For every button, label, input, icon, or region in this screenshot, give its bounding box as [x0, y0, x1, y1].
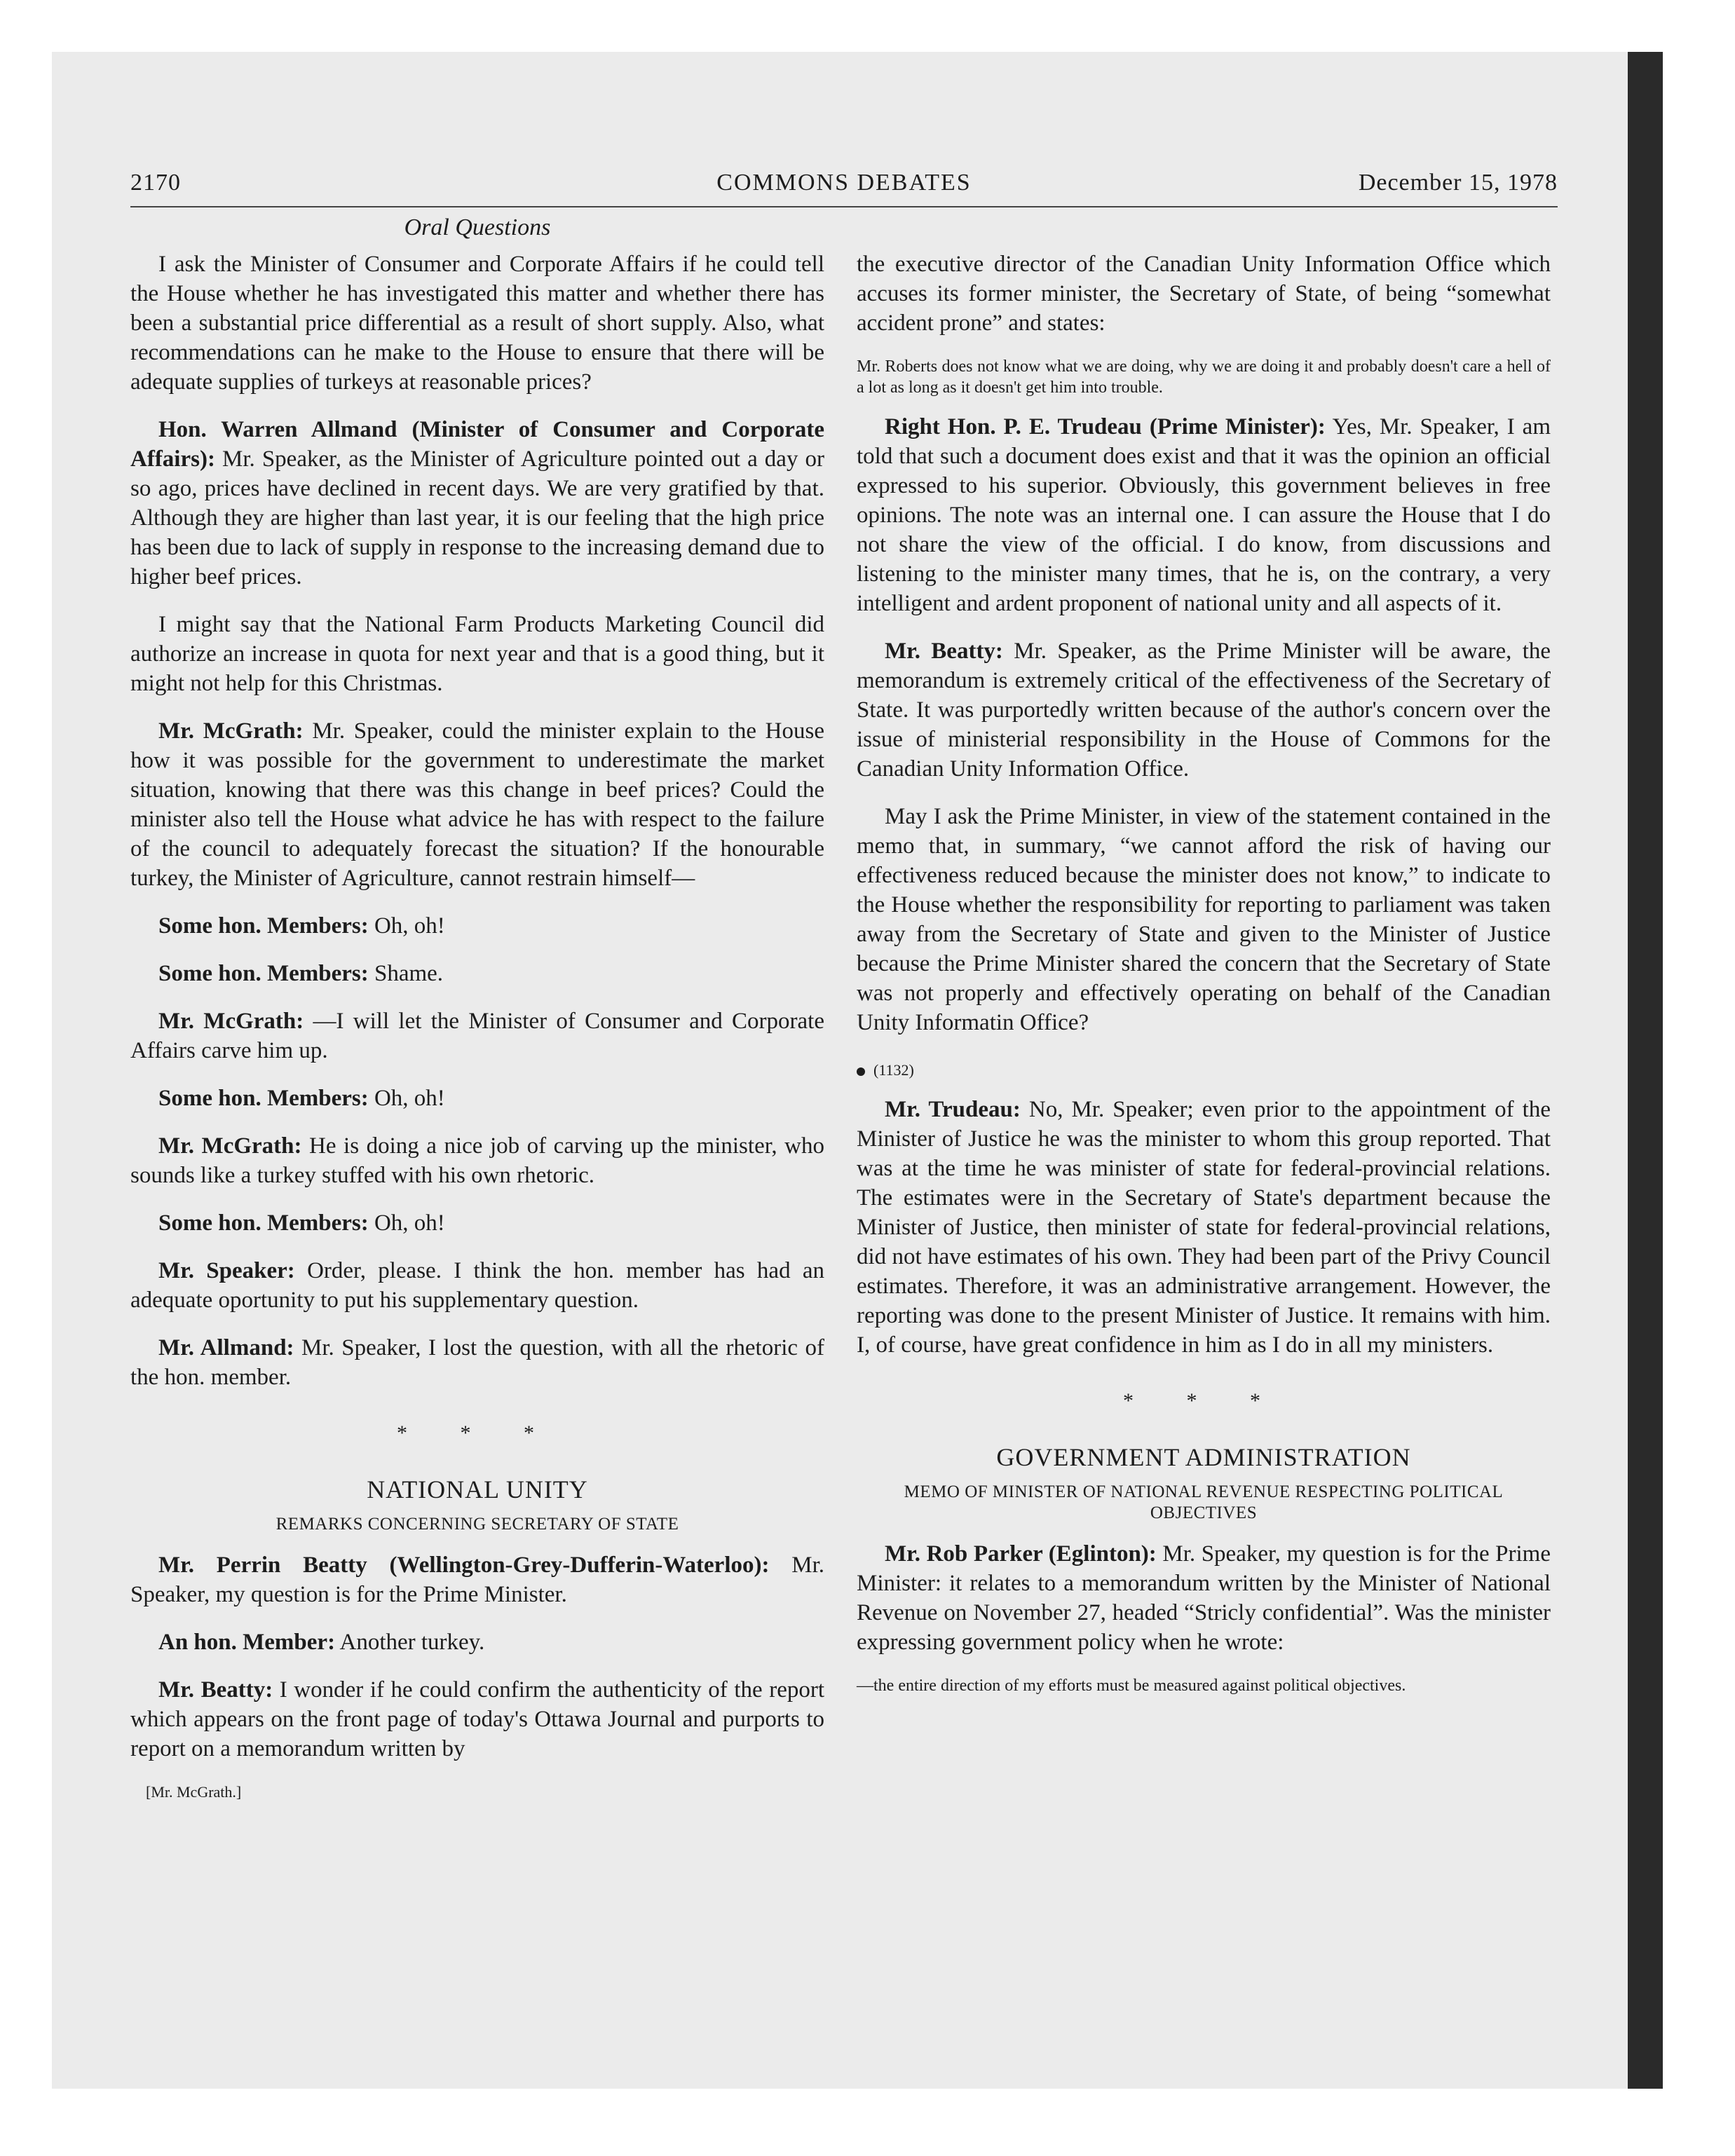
- paragraph: [130, 1007, 824, 1065]
- speech-text: Mr. Speaker, as the Prime Minister will be aware, the memorandum is extremely critical of the effectiveness of the Secretary of State. It was purportedly written because of the author's concern over the issue of ministerial responsibility in the House of Commons for the Canadian Unity Information Office.: [857, 639, 1551, 782]
- paragraph: [857, 1095, 1551, 1360]
- speech-text: No, Mr. Speaker; even prior to the appointment of the Minister of Justice he was the minister to whom this group reported. That was at the time he was minister of state for federal-provincial relations. The estimates were in the Secretary of State's department because the Minister of Justice, then minister of state for federal-provincial relations, did not have estimates of his own. They had been part of the Privy Council estimates. Therefore, it was an administrative arrangement. However, the reporting was done to the present Minister of Justice. It remains with him. I, of course, have great confidence in him as I do in all my ministers.: [857, 1097, 1551, 1358]
- speech-text: Mr. Speaker, my question is for the Prime Minister: it relates to a memorandum written by the Minister of National Revenue on November 27, headed “Stricly confidential”. Was the minister expressing government policy when he wrote:: [857, 1541, 1551, 1655]
- page-header: [130, 163, 1558, 207]
- paragraph: [130, 716, 824, 893]
- paragraph: [130, 1628, 824, 1657]
- paragraph: I ask the Minister of Consumer and Corporate Affairs if he could tell the House whether he has investigated this matter and whether there has been a substantial price differential as a result of short supply. Also, what recommendations can he make to the House to ensure that there will be adequate supplies of turkeys at reasonable prices?: [130, 252, 824, 395]
- scan-edge-shadow: [1628, 52, 1663, 2089]
- paragraph: [130, 959, 824, 988]
- speaker-name: An hon. Member:: [158, 1630, 336, 1655]
- paragraph: [130, 1333, 824, 1392]
- paragraph: [130, 1208, 824, 1238]
- paragraph: [130, 1675, 824, 1763]
- speech-text: Mr. Speaker, I lost the question, with all the rhetoric of the hon. member.: [130, 1335, 825, 1390]
- publication-date: December 15, 1978: [1358, 170, 1558, 196]
- speaker-name: Mr. Allmand:: [158, 1335, 294, 1360]
- speech-text: Oh, oh!: [368, 1086, 445, 1111]
- time-marker-text: (1132): [873, 1061, 914, 1079]
- speaker-name: Mr. McGrath:: [158, 1009, 304, 1034]
- speech-text: I wonder if he could confirm the authenticity of the report which appears on the front page of today's Ottawa Journal and purports to report on a memorandum written by: [130, 1677, 824, 1761]
- paragraph: I might say that the National Farm Products Marketing Council did authorize an increase in quota for next year and that is a good thing, but it might not help for this Christmas.: [130, 612, 824, 696]
- speech-text: He is doing a nice job of carving up the minister, who sounds like a turkey stuffed with his own rhetoric.: [130, 1133, 824, 1188]
- speaker-name: Mr. McGrath:: [158, 718, 304, 744]
- right-column: [857, 250, 1551, 1710]
- section-title: GOVERNMENT ADMINISTRATION: [996, 1443, 1411, 1471]
- paragraph: [130, 1256, 824, 1315]
- speech-text: Mr. Speaker, as the Minister of Agriculture pointed out a day or so ago, prices have declined in recent days. We are very gratified by that. Although they are higher than last year, it is our feeling that the high price has been due to lack of supply in response to the increasing demand due to higher beef prices.: [130, 446, 824, 589]
- paragraph: [130, 1131, 824, 1190]
- bullet-dot-icon: [857, 1067, 865, 1076]
- time-marker: [857, 1056, 1551, 1085]
- paragraph: [130, 911, 824, 941]
- speaker-name: Some hon. Members:: [158, 1086, 369, 1111]
- left-column: [130, 250, 824, 1825]
- section-subheading: Oral Questions: [404, 214, 551, 240]
- speaker-name: Mr. McGrath:: [158, 1133, 302, 1159]
- section-separator: * * *: [397, 1421, 558, 1445]
- paragraph: [130, 415, 824, 592]
- page-number: 2170: [130, 170, 181, 196]
- section-subtitle: REMARKS CONCERNING SECRETARY OF STATE: [275, 1515, 679, 1534]
- speech-text: Shame.: [368, 961, 444, 986]
- speaker-name: Some hon. Members:: [158, 1210, 369, 1236]
- speech-text: Oh, oh!: [368, 1210, 445, 1236]
- speech-text: Mr. Speaker, my question is for the Prime Minister.: [130, 1553, 824, 1607]
- section-separator: * * *: [1123, 1389, 1284, 1412]
- speech-text: —I will let the Minister of Consumer and Corporate Affairs carve him up.: [130, 1009, 824, 1063]
- speaker-name: Some hon. Members:: [158, 961, 369, 986]
- paragraph: [857, 412, 1551, 618]
- section-subtitle: MEMO OF MINISTER OF NATIONAL REVENUE RESPECTING POLITICAL OBJECTIVES: [904, 1482, 1504, 1522]
- paragraph: [857, 636, 1551, 784]
- section-title: NATIONAL UNITY: [367, 1475, 588, 1503]
- block-quote: —the entire direction of my efforts must be measured against political objectives.: [857, 1677, 1406, 1695]
- paragraph: the executive director of the Canadian Unity Information Office which accuses its former minister, the Secretary of State, of being “somewhat accident prone” and states:: [857, 252, 1551, 336]
- speech-text: Oh, oh!: [368, 913, 445, 939]
- speaker-name: Mr. Perrin Beatty (Wellington-Grey-Dufferin-Waterloo):: [158, 1553, 770, 1578]
- speech-text: Another turkey.: [335, 1630, 485, 1655]
- paragraph: May I ask the Prime Minister, in view of the statement contained in the memo that, in summary, “we cannot afford the risk of having our effectiveness reduced because the minister does not know,” to indicate to the House whether the responsibility for reporting to parliament was taken away from the Secretary of State and given to the Minister of Justice because the Prime Minister shared the concern that the Secretary of State was not properly and effectively operating on behalf of the Canadian Unity Informatin Office?: [857, 804, 1551, 1035]
- speaker-name: Mr. Speaker:: [158, 1258, 295, 1283]
- speaker-name: Mr. Beatty:: [885, 639, 1003, 664]
- speaker-name: Right Hon. P. E. Trudeau (Prime Minister):: [885, 414, 1326, 439]
- speaker-name: Mr. Rob Parker (Eglinton):: [885, 1541, 1157, 1567]
- speaker-name: Mr. Beatty:: [158, 1677, 273, 1703]
- speech-text: Mr. Speaker, could the minister explain to the House how it was possible for the government to underestimate the market situation, knowing that there was this change in beef prices? Could the minister also tell the House what advice he has with respect to the failure of the council to adequately forecast the situation? If the honourable turkey, the Minister of Agriculture, cannot restrain himself—: [130, 718, 824, 891]
- paragraph: [130, 1550, 824, 1609]
- speech-text: Yes, Mr. Speaker, I am told that such a document does exist and that it was the opinion an official expressed to his superior. Obviously, this government believes in free opinions. The note was an internal one. I can assure the House that I do not share the view of the official. I do know, from discussions and listening to the minister many times, that he is, on the contrary, a very intelligent and ardent proponent of national unity and all aspects of it.: [857, 414, 1551, 616]
- speaker-attribution: [Mr. McGrath.]: [146, 1783, 242, 1801]
- block-quote: Mr. Roberts does not know what we are doing, why we are doing it and probably doesn't care a hell of a lot as long as it doesn't get him into trouble.: [857, 357, 1551, 397]
- speaker-name: Some hon. Members:: [158, 913, 369, 939]
- speech-text: Order, please. I think the hon. member has had an adequate oportunity to put his supplementary question.: [130, 1258, 824, 1313]
- paragraph: [130, 1084, 824, 1113]
- speaker-name: Hon. Warren Allmand (Minister of Consumer and Corporate Affairs):: [130, 417, 824, 472]
- speaker-name: Mr. Trudeau:: [885, 1097, 1021, 1122]
- paragraph: [857, 1539, 1551, 1657]
- publication-title: COMMONS DEBATES: [716, 170, 972, 196]
